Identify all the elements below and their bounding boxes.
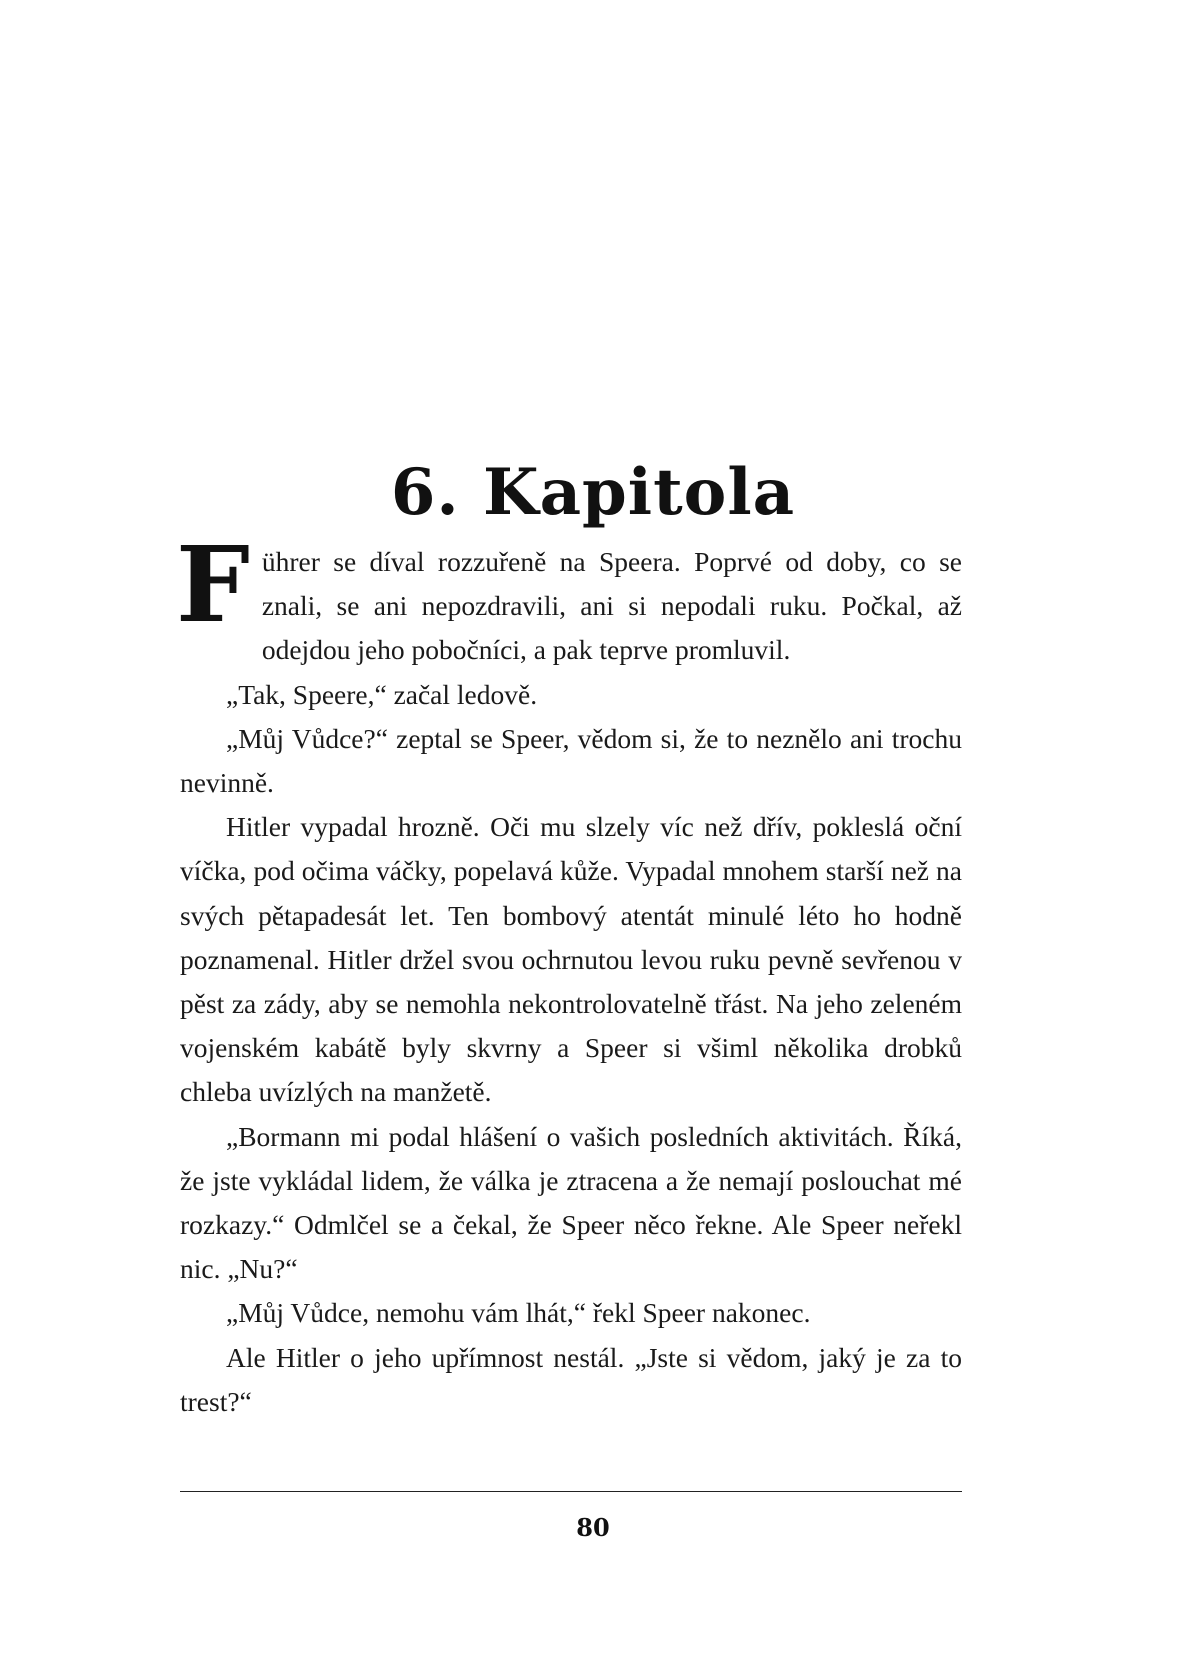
page-number: 80 bbox=[576, 1513, 610, 1542]
paragraph-2: „Tak, Speere,“ začal ledově. bbox=[226, 678, 538, 710]
paragraph-7: Ale Hitler o jeho upřímnost nestál. „Jste si vědom, jaký je za to trest?“ bbox=[180, 1341, 962, 1417]
paragraph-3: „Můj Vůdce?“ zeptal se Speer, vědom si, že to neznělo ani trochu nevinně. bbox=[180, 722, 962, 799]
footer-divider bbox=[180, 1491, 962, 1492]
paragraph-5: „Bormann mi podal hlášení o vašich posledních aktivitách. Říká, že jste vykládal lidem, že válka je ztracena a že nemají poslouchat mé rozkazy.“ Odmlčel se a čekal, že Speer něco řekne. Ale Speer neřekl nic. „Nu?“ bbox=[180, 1120, 962, 1285]
paragraph-6: „Můj Vůdce, nemohu vám lhát,“ řekl Speer nakonec. bbox=[226, 1297, 811, 1329]
paragraph-1-text: ührer se díval rozzuřeně na Speera. Poprvé od doby, co se znali, se ani nepozdravili, ani si nepodali ruku. Počkal, až odejdou jeho pobočníci, a pak teprve promluvil. bbox=[261, 546, 962, 666]
chapter-text bbox=[176, 523, 962, 1424]
chapter-title: 6. Kapitola bbox=[390, 454, 796, 530]
drop-cap: F bbox=[176, 523, 250, 646]
paragraph-4: Hitler vypadal hrozně. Oči mu slzely víc než dřív, pokleslá oční víčka, pod očima váčky, popelavá kůže. Vypadal mnohem starší než na svých pětapadesát let. Ten bombový atentát minulé léto ho hodně poznamenal. Hitler držel svou ochrnutou levou ruku pevně sevřenou v pěst za zády, aby se nemohla nekontrolovatelně třást. Na jeho zeleném vojenském kabátě byly skvrny a Speer si všiml několika drobků chleba uvízlých na manžetě. bbox=[180, 811, 962, 1108]
paragraph-1 bbox=[176, 523, 962, 673]
